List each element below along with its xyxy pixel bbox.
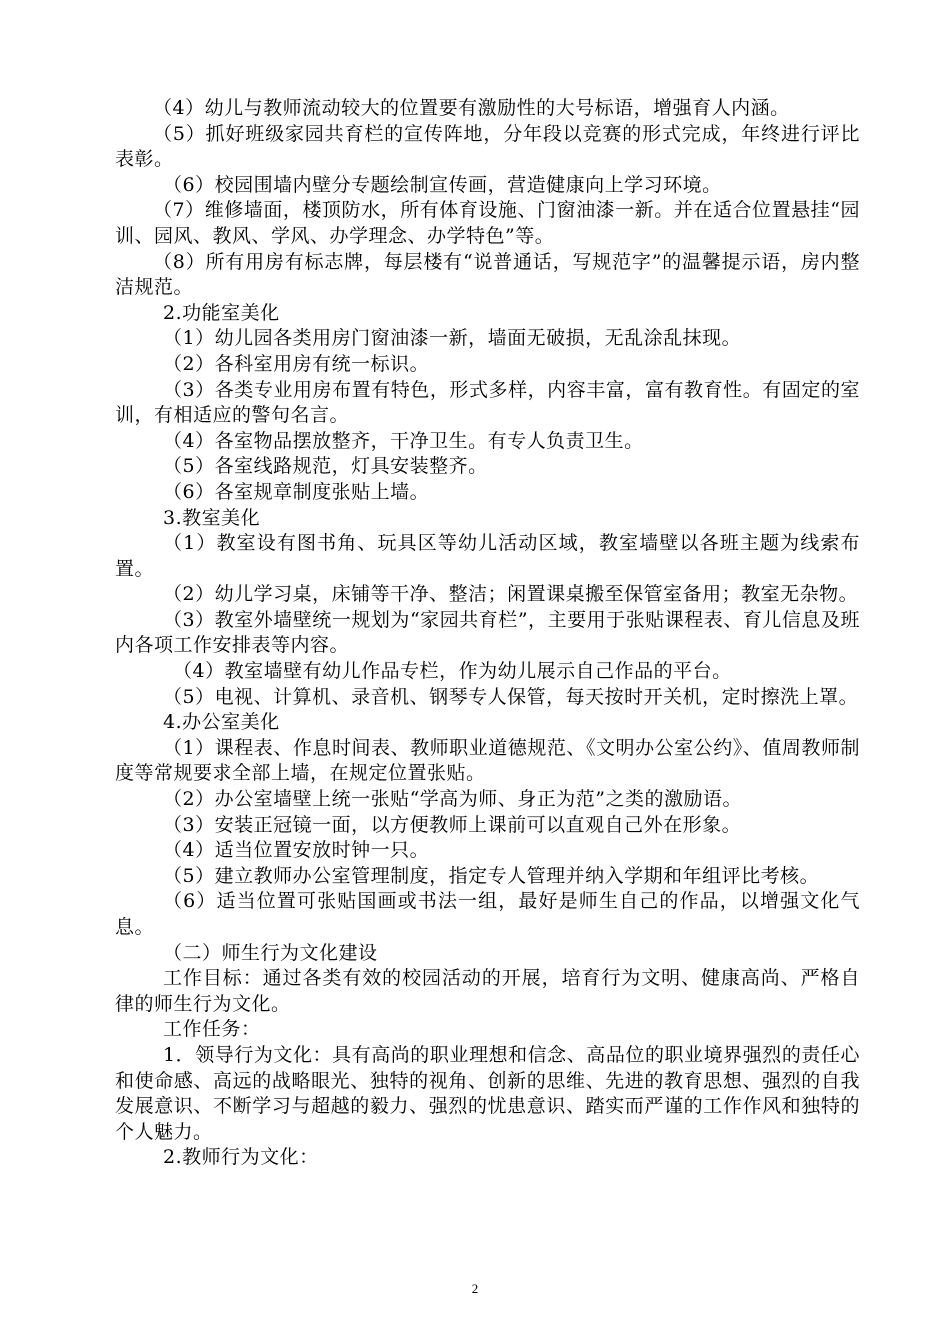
paragraph: （4）适当位置安放时钟一只。 bbox=[163, 839, 430, 862]
paragraph: （2）幼儿学习桌，床铺等干净、整洁；闲置课桌搬至保管室备用；教室无杂物。 bbox=[163, 583, 859, 606]
paragraph: （8）所有用房有标志牌，每层楼有“说普通话，写规范字”的温馨提示语，房内整洁规范。 bbox=[115, 250, 860, 299]
paragraph: （6）适当位置可张贴国画或书法一组，最好是师生自己的作品，以增强文化气息。 bbox=[115, 890, 860, 938]
paragraph: （1）课程表、作息时间表、教师职业道德规范、《文明办公室公约》、值周教师制度等常规要求全部上墙，在规定位置张贴。 bbox=[115, 736, 860, 785]
paragraph: （3）各类专业用房布置有特色，形式多样，内容丰富，富有教育性。有固定的室训，有相适应的警句名言。 bbox=[115, 378, 860, 427]
paragraph: （5）抓好班级家园共育栏的宣传阵地，分年段以竞赛的形式完成，年终进行评比表彰。 bbox=[115, 122, 860, 171]
section-heading: 2.功能室美化 bbox=[163, 301, 280, 324]
section-heading: 4.办公室美化 bbox=[163, 711, 280, 734]
paragraph: （3）教室外墙壁统一规划为“家园共育栏”，主要用于张贴课程表、育儿信息及班内各项工作安排表等内容。 bbox=[115, 608, 860, 657]
paragraph: （1）幼儿园各类用房门窗油漆一新，墙面无破损，无乱涂乱抹现。 bbox=[163, 327, 742, 350]
paragraph: 1．领导行为文化：具有高尚的职业理想和信念、高品位的职业境界强烈的责任心和使命感、高远的战略眼光、独特的视角、创新的思维、先进的教育思想、强烈的自我发展意识、不断学习与超越的毅力、强烈的忧患意识、踏实而严谨的工作作风和独特的个人魅力。 bbox=[115, 1043, 860, 1143]
paragraph: （6）各室规章制度张贴上墙。 bbox=[163, 480, 430, 503]
document-body bbox=[115, 96, 860, 1171]
paragraph: （2）各科室用房有统一标识。 bbox=[163, 352, 430, 375]
paragraph: （7）维修墙面，楼顶防水，所有体育设施、门窗油漆一新。并在适合位置悬挂“园训、园风、教风、学风、办学理念、办学特色”等。 bbox=[115, 199, 860, 247]
paragraph: （4）教室墙壁有幼儿作品专栏，作为幼儿展示自己作品的平台。 bbox=[173, 660, 732, 683]
paragraph: （2）办公室墙壁上统一张贴“学高为师、身正为范”之类的激励语。 bbox=[163, 788, 743, 811]
paragraph: （4）各室物品摆放整齐，干净卫生。有专人负责卫生。 bbox=[163, 429, 644, 452]
paragraph: 工作目标：通过各类有效的校园活动的开展，培育行为文明、健康高尚、严格自律的师生行为文化。 bbox=[115, 967, 860, 1015]
paragraph: （3）安装正冠镜一面，以方便教师上课前可以直观自己外在形象。 bbox=[163, 813, 742, 836]
paragraph: （5）各室线路规范，灯具安装整齐。 bbox=[163, 455, 488, 478]
paragraph: 工作任务： bbox=[163, 1018, 261, 1041]
section-heading: 3.教室美化 bbox=[163, 506, 261, 529]
section-heading: 2.教师行为文化： bbox=[163, 1146, 319, 1169]
paragraph: （5）建立教师办公室管理制度，指定专人管理并纳入学期和年组评比考核。 bbox=[163, 864, 820, 887]
paragraph: （4）幼儿与教师流动较大的位置要有激励性的大号标语，增强育人内涵。 bbox=[153, 97, 790, 119]
page-number: 2 bbox=[471, 1281, 479, 1296]
paragraph: （6）校园围墙内壁分专题绘制宣传画，营造健康向上学习环境。 bbox=[163, 173, 722, 196]
paragraph: （1）教室设有图书角、玩具区等幼儿活动区域，教室墙壁以各班主题为线索布置。 bbox=[115, 532, 860, 580]
paragraph: （5）电视、计算机、录音机、钢琴专人保管，每天按时开关机，定时擦洗上罩。 bbox=[163, 685, 859, 708]
section-heading: （二）师生行为文化建设 bbox=[163, 941, 378, 964]
